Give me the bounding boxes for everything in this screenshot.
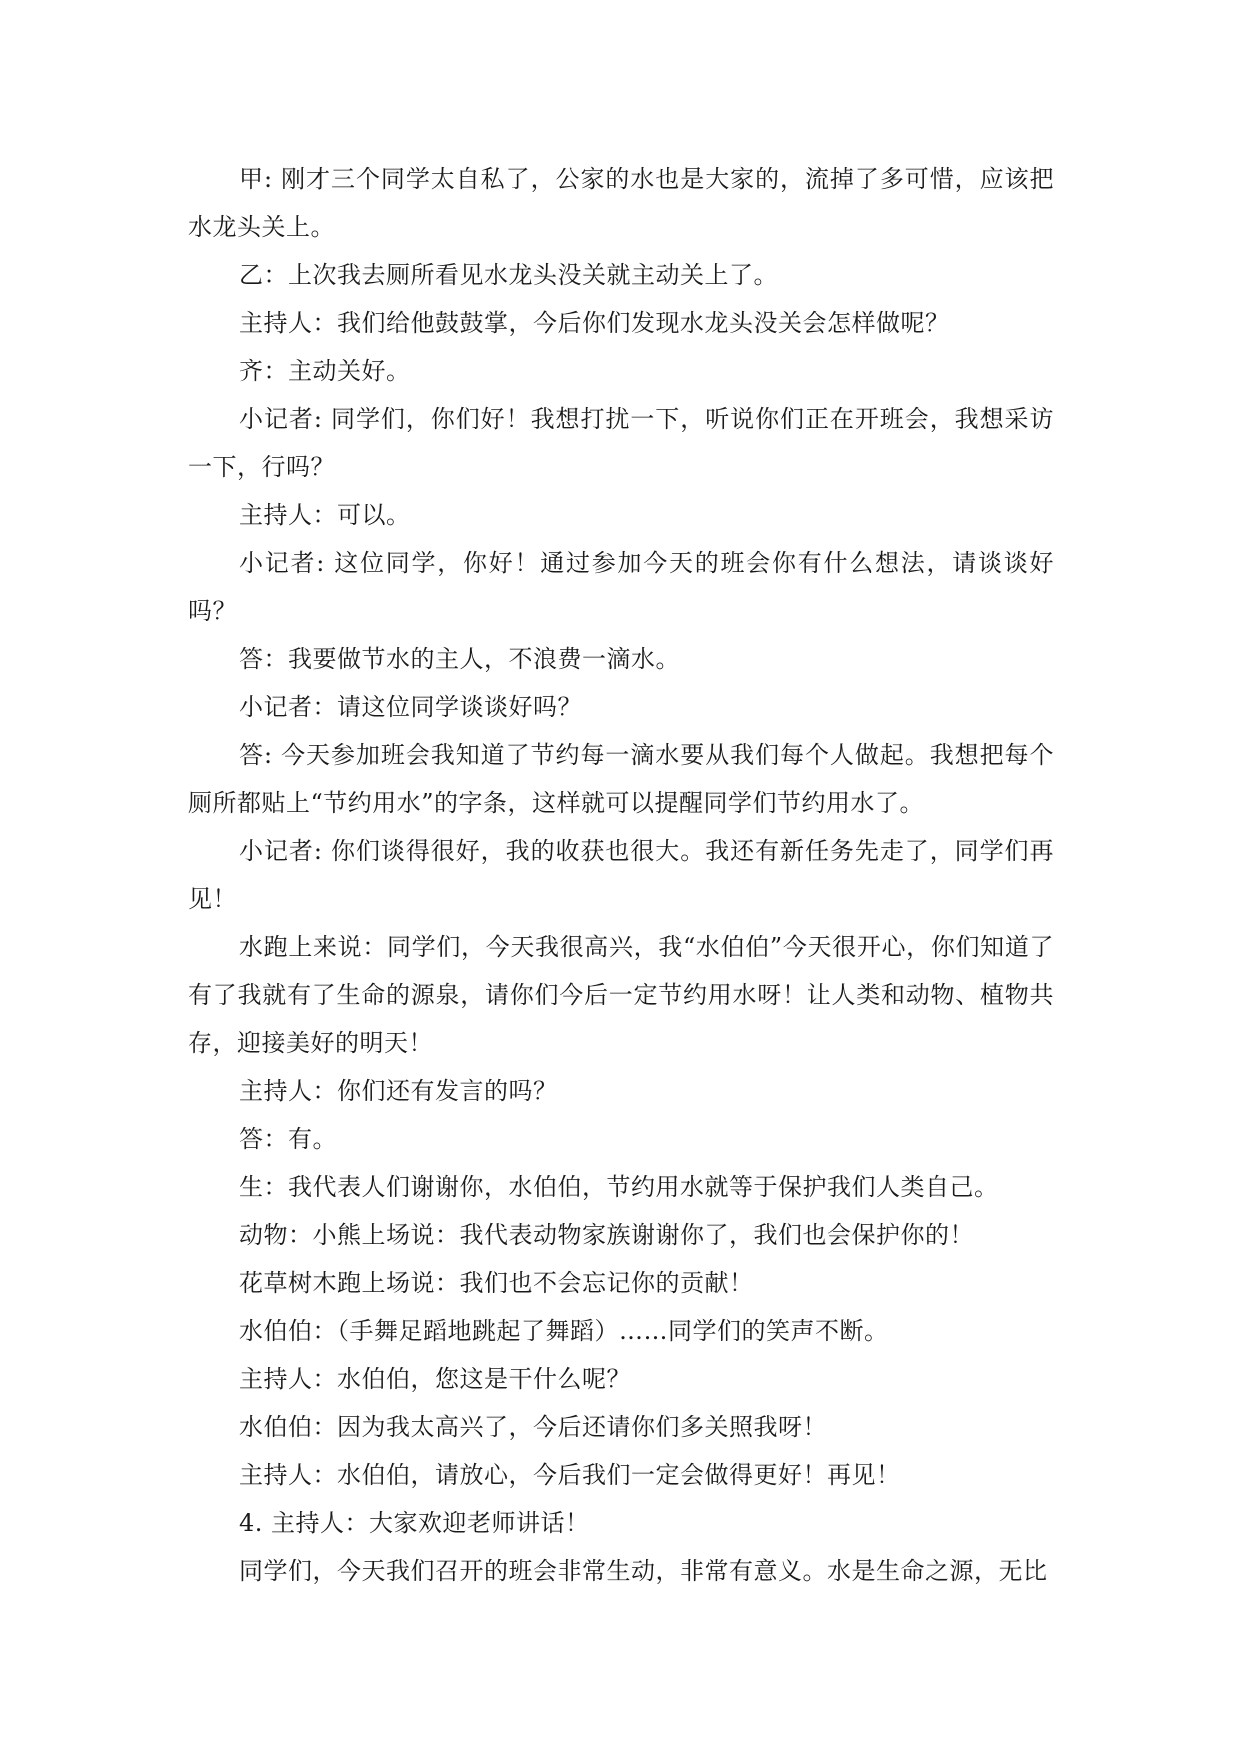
- paragraph: 乙：上次我去厕所看见水龙头没关就主动关上了。: [239, 261, 778, 289]
- paragraph: 主持人：可以。: [239, 501, 411, 529]
- paragraph: 生：我代表人们谢谢你，水伯伯，节约用水就等于保护我们人类自己。: [239, 1173, 999, 1201]
- document-page: [188, 155, 1054, 1595]
- paragraph: 主持人：水伯伯，您这是干什么呢？: [239, 1365, 631, 1393]
- paragraph: 答：我要做节水的主人，不浪费一滴水。: [239, 645, 680, 673]
- paragraph: 小记者: 这位同学，你好！通过参加今天的班会你有什么想法，请谈谈好吗？: [188, 549, 1054, 625]
- paragraph: 花草树木跑上场说：我们也不会忘记你的贡献！: [239, 1269, 754, 1297]
- paragraph: 水伯伯：因为我太高兴了，今后还请你们多关照我呀！: [239, 1413, 827, 1441]
- paragraph: 同学们，今天我们召开的班会非常生动，非常有意义。水是生命之源，无比: [239, 1557, 1048, 1585]
- paragraph: 水伯伯：（手舞足蹈地跳起了舞蹈）……同学们的笑声不断。: [239, 1317, 889, 1345]
- paragraph: 主持人：你们还有发言的吗？: [239, 1077, 558, 1105]
- paragraph: 小记者：请这位同学谈谈好吗？: [239, 693, 582, 721]
- paragraph: 主持人：我们给他鼓鼓掌，今后你们发现水龙头没关会怎样做呢？: [239, 309, 950, 337]
- paragraph: 水跑上来说：同学们，今天我很高兴，我“水伯伯”今天很开心，你们知道了有了我就有了生命的源泉，请你们今后一定节约用水呀！让人类和动物、植物共存，迎接美好的明天！: [188, 933, 1054, 1057]
- paragraph: 小记者: 你们谈得很好，我的收获也很大。我还有新任务先走了，同学们再见！: [188, 837, 1054, 913]
- paragraph: 动物：小熊上场说：我代表动物家族谢谢你了，我们也会保护你的！: [239, 1221, 974, 1249]
- paragraph: 甲: 刚才三个同学太自私了，公家的水也是大家的，流掉了多可惜，应该把水龙头关上。: [188, 165, 1054, 241]
- paragraph: 4. 主持人：大家欢迎老师讲话！: [239, 1509, 590, 1537]
- paragraph: 小记者: 同学们，你们好！我想打扰一下，听说你们正在开班会，我想采访一下，行吗？: [188, 405, 1054, 481]
- paragraph: 答：有。: [239, 1125, 337, 1153]
- paragraph: 齐：主动关好。: [239, 357, 411, 385]
- paragraph: 答: 今天参加班会我知道了节约每一滴水要从我们每个人做起。我想把每个厕所都贴上“节约用水”的字条，这样就可以提醒同学们节约用水了。: [188, 741, 1054, 817]
- paragraph: 主持人：水伯伯，请放心，今后我们一定会做得更好！再见！: [239, 1461, 901, 1489]
